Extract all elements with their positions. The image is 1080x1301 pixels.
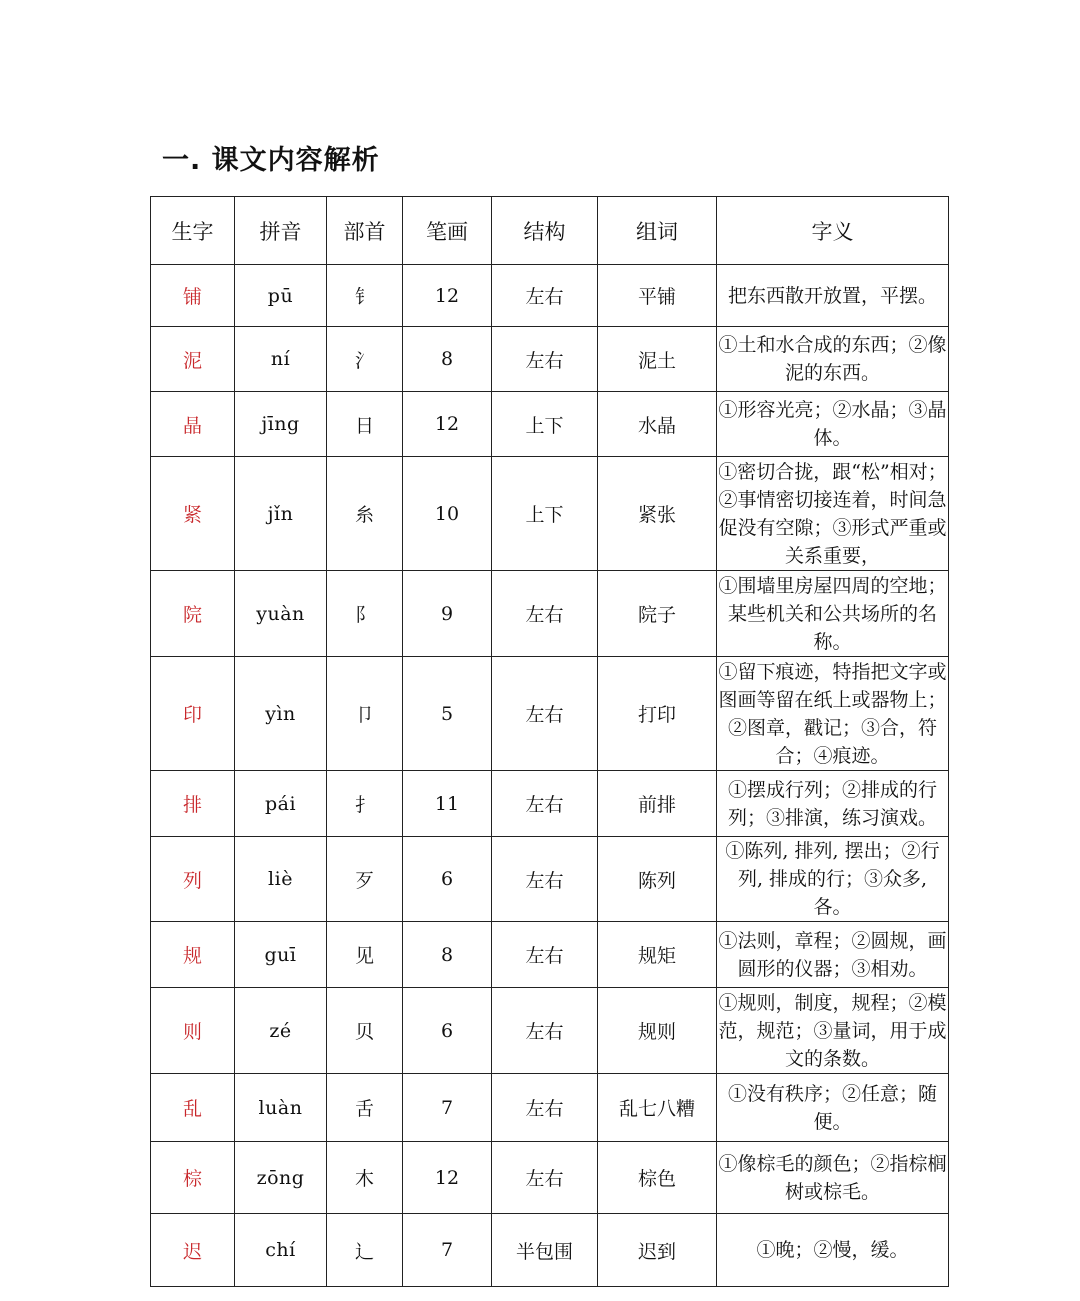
meaning-cell: ①规则，制度，规程；②模范，规范；③量词，用于成文的条数。 — [717, 988, 949, 1074]
radical-cell: 阝 — [327, 571, 403, 657]
pinyin-cell: guī — [235, 922, 327, 988]
char-cell: 迟 — [151, 1214, 235, 1287]
char-cell: 规 — [151, 922, 235, 988]
word-cell: 紧张 — [598, 457, 717, 571]
radical-cell: 木 — [327, 1142, 403, 1214]
meaning-cell: ①围墙里房屋四周的空地；某些机关和公共场所的名称。 — [717, 571, 949, 657]
table-row — [151, 837, 949, 922]
structure-cell: 左右 — [492, 771, 598, 837]
vocabulary-table — [150, 196, 949, 1287]
word-cell: 平铺 — [598, 265, 717, 327]
word-cell: 规矩 — [598, 922, 717, 988]
char-cell: 排 — [151, 771, 235, 837]
column-header-word: 组词 — [598, 197, 717, 265]
word-cell: 打印 — [598, 657, 717, 771]
structure-cell: 左右 — [492, 265, 598, 327]
column-header-radical: 部首 — [327, 197, 403, 265]
table-row — [151, 392, 949, 457]
pinyin-cell: jīng — [235, 392, 327, 457]
word-cell: 乱七八糟 — [598, 1074, 717, 1142]
pinyin-cell: yuàn — [235, 571, 327, 657]
word-cell: 前排 — [598, 771, 717, 837]
meaning-cell: ①没有秩序；②任意；随便。 — [717, 1074, 949, 1142]
strokes-cell: 11 — [403, 771, 492, 837]
table-row — [151, 922, 949, 988]
table-row — [151, 988, 949, 1074]
pinyin-cell: liè — [235, 837, 327, 922]
strokes-cell: 8 — [403, 922, 492, 988]
structure-cell: 左右 — [492, 657, 598, 771]
section-heading: 一. 课文内容解析 — [162, 145, 380, 176]
radical-cell: 糸 — [327, 457, 403, 571]
strokes-cell: 7 — [403, 1074, 492, 1142]
strokes-cell: 8 — [403, 327, 492, 392]
strokes-cell: 12 — [403, 392, 492, 457]
radical-cell: 歹 — [327, 837, 403, 922]
meaning-cell: ①摆成行列；②排成的行列；③排演，练习演戏。 — [717, 771, 949, 837]
column-header-meaning: 字义 — [717, 197, 949, 265]
table-row — [151, 571, 949, 657]
strokes-cell: 6 — [403, 988, 492, 1074]
meaning-cell: ①像棕毛的颜色；②指棕榈树或棕毛。 — [717, 1142, 949, 1214]
structure-cell: 左右 — [492, 1074, 598, 1142]
pinyin-cell: jǐn — [235, 457, 327, 571]
column-header-pinyin: 拼音 — [235, 197, 327, 265]
table-row — [151, 1142, 949, 1214]
word-cell: 规则 — [598, 988, 717, 1074]
word-cell: 迟到 — [598, 1214, 717, 1287]
radical-cell: 氵 — [327, 327, 403, 392]
table-row — [151, 265, 949, 327]
word-cell: 陈列 — [598, 837, 717, 922]
char-cell: 列 — [151, 837, 235, 922]
char-cell: 棕 — [151, 1142, 235, 1214]
char-cell: 泥 — [151, 327, 235, 392]
pinyin-cell: pū — [235, 265, 327, 327]
word-cell: 棕色 — [598, 1142, 717, 1214]
meaning-cell: 把东西散开放置，平摆。 — [717, 265, 949, 327]
radical-cell: 卩 — [327, 657, 403, 771]
table-row — [151, 327, 949, 392]
word-cell: 泥土 — [598, 327, 717, 392]
char-cell: 乱 — [151, 1074, 235, 1142]
pinyin-cell: luàn — [235, 1074, 327, 1142]
table-row — [151, 457, 949, 571]
table-row — [151, 657, 949, 771]
char-cell: 紧 — [151, 457, 235, 571]
strokes-cell: 9 — [403, 571, 492, 657]
radical-cell: 见 — [327, 922, 403, 988]
table-header-row — [151, 197, 949, 265]
strokes-cell: 6 — [403, 837, 492, 922]
word-cell: 水晶 — [598, 392, 717, 457]
structure-cell: 左右 — [492, 327, 598, 392]
table-row — [151, 1074, 949, 1142]
radical-cell: 辶 — [327, 1214, 403, 1287]
meaning-cell: ①晚；②慢，缓。 — [717, 1214, 949, 1287]
char-cell: 铺 — [151, 265, 235, 327]
strokes-cell: 5 — [403, 657, 492, 771]
radical-cell: 钅 — [327, 265, 403, 327]
strokes-cell: 10 — [403, 457, 492, 571]
strokes-cell: 7 — [403, 1214, 492, 1287]
pinyin-cell: chí — [235, 1214, 327, 1287]
structure-cell: 上下 — [492, 392, 598, 457]
structure-cell: 左右 — [492, 988, 598, 1074]
pinyin-cell: zōng — [235, 1142, 327, 1214]
table-row — [151, 771, 949, 837]
char-cell: 印 — [151, 657, 235, 771]
radical-cell: 贝 — [327, 988, 403, 1074]
word-cell: 院子 — [598, 571, 717, 657]
column-header-char: 生字 — [151, 197, 235, 265]
column-header-strokes: 笔画 — [403, 197, 492, 265]
char-cell: 则 — [151, 988, 235, 1074]
table-row — [151, 1214, 949, 1287]
meaning-cell: ①法则，章程；②圆规，画圆形的仪器；③相劝。 — [717, 922, 949, 988]
pinyin-cell: ní — [235, 327, 327, 392]
char-cell: 院 — [151, 571, 235, 657]
radical-cell: 扌 — [327, 771, 403, 837]
meaning-cell: ①形容光亮；②水晶；③晶体。 — [717, 392, 949, 457]
strokes-cell: 12 — [403, 265, 492, 327]
structure-cell: 左右 — [492, 837, 598, 922]
meaning-cell: ①土和水合成的东西；②像泥的东西。 — [717, 327, 949, 392]
meaning-cell: ①陈列, 排列, 摆出；②行列, 排成的行；③众多, 各。 — [717, 837, 949, 922]
pinyin-cell: pái — [235, 771, 327, 837]
structure-cell: 上下 — [492, 457, 598, 571]
pinyin-cell: zé — [235, 988, 327, 1074]
radical-cell: 舌 — [327, 1074, 403, 1142]
meaning-cell: ①密切合拢，跟“松”相对；②事情密切接连着，时间急促没有空隙；③形式严重或关系重要， — [717, 457, 949, 571]
structure-cell: 左右 — [492, 1142, 598, 1214]
structure-cell: 左右 — [492, 922, 598, 988]
structure-cell: 半包围 — [492, 1214, 598, 1287]
radical-cell: 日 — [327, 392, 403, 457]
strokes-cell: 12 — [403, 1142, 492, 1214]
char-cell: 晶 — [151, 392, 235, 457]
structure-cell: 左右 — [492, 571, 598, 657]
pinyin-cell: yìn — [235, 657, 327, 771]
meaning-cell: ①留下痕迹，特指把文字或图画等留在纸上或器物上；②图章，戳记；③合，符合；④痕迹。 — [717, 657, 949, 771]
column-header-structure: 结构 — [492, 197, 598, 265]
